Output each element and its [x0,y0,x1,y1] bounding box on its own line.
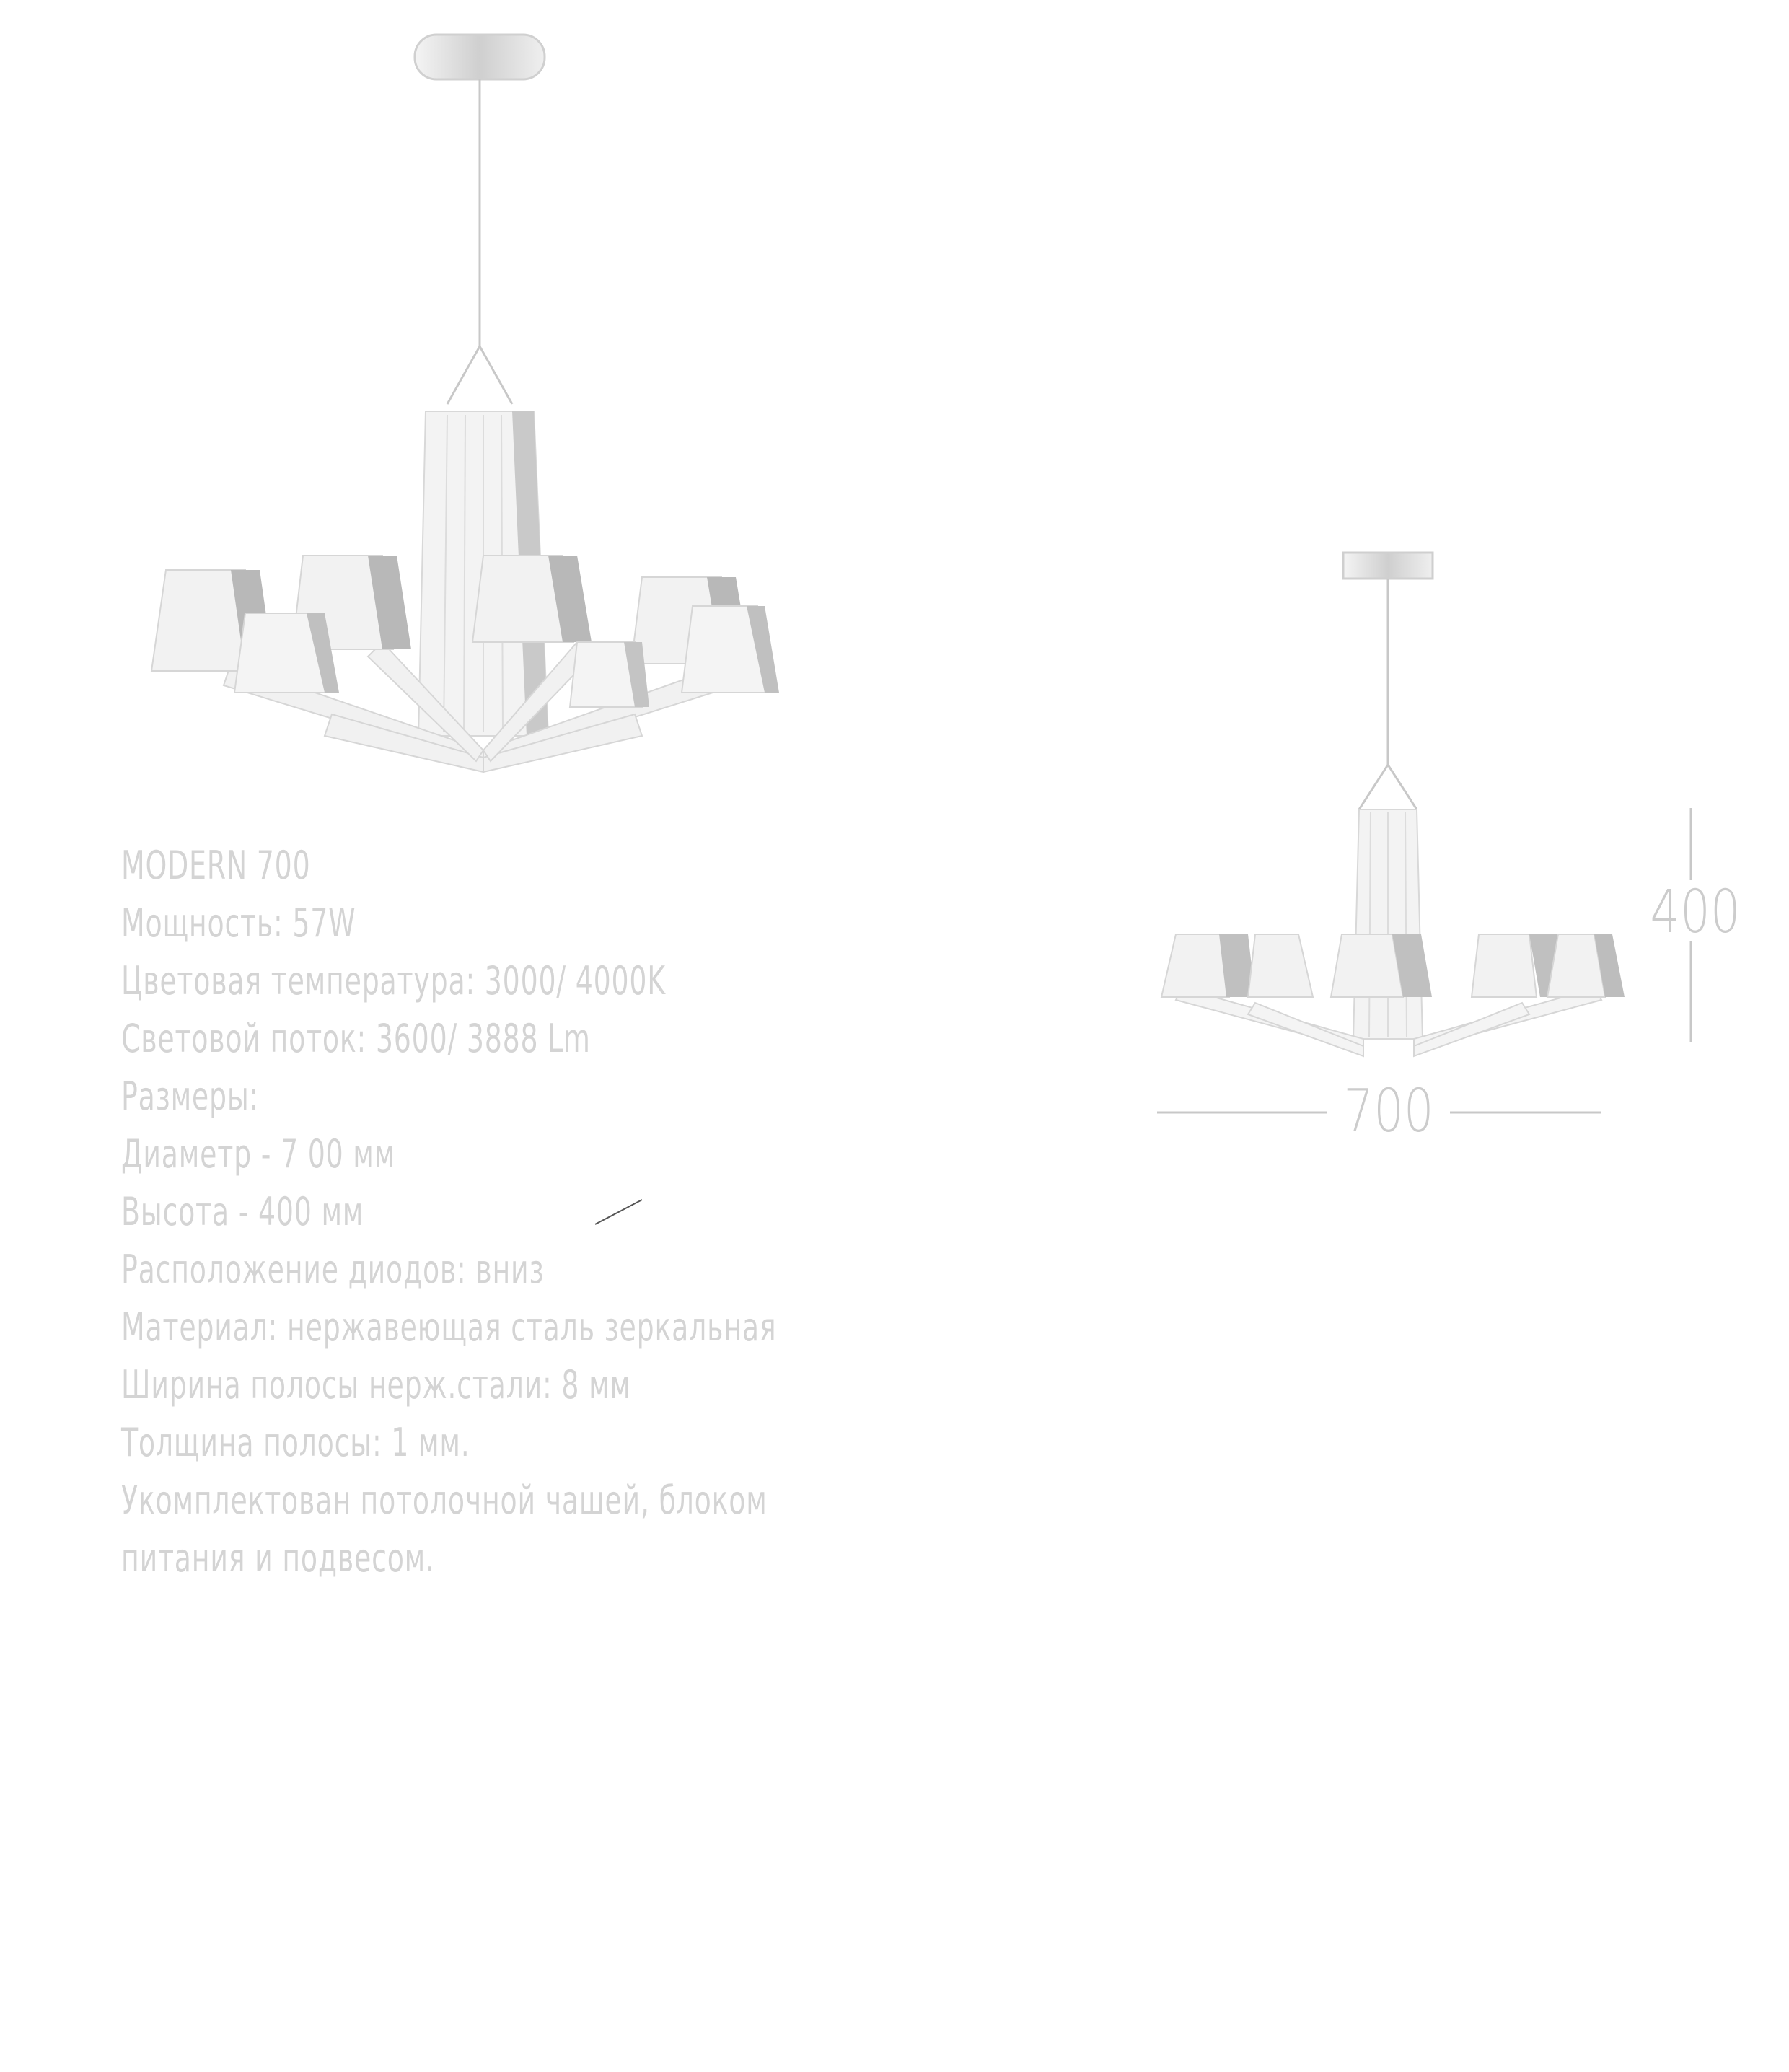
front-shades [1161,934,1625,997]
chandelier-perspective-image [144,22,808,786]
spec-strip-thickness: Толщина полосы: 1 мм. [121,1420,470,1465]
spec-package-line-1: Укомплектован потолочной чашей, блоком [121,1478,768,1523]
front-canopy [1343,553,1433,579]
spec-luminous-flux: Световой поток: 3600/ 3888 Lm [121,1016,591,1061]
spec-strip-width: Ширина полосы нерж.стали: 8 мм [121,1362,631,1408]
chandelier-front-view-drawing [1154,541,1760,1176]
front-column [1353,809,1423,1039]
spec-diameter: Диаметр - 7 00 мм [121,1131,396,1177]
spec-power: Мощность: 57W [121,900,356,946]
spec-material: Материал: нержавеющая сталь зеркальная [121,1304,777,1350]
spec-dimensions-heading: Размеры: [121,1074,260,1119]
front-bridle [1359,765,1417,809]
ceiling-canopy [415,35,545,79]
spec-package-line-2: питания и подвесом. [121,1535,435,1581]
height-dimension-label: 400 [1650,877,1741,947]
spec-diode-position: Расположение диодов: вниз [121,1247,545,1292]
spec-height: Высота - 400 мм [121,1189,364,1234]
width-dimension-label: 700 [1343,1076,1434,1146]
spec-color-temperature: Цветовая температура: 3000/ 4000K [121,958,666,1004]
suspension-bridle [447,346,512,404]
product-name: MODERN 700 [121,843,311,888]
stray-stroke [592,1194,649,1230]
